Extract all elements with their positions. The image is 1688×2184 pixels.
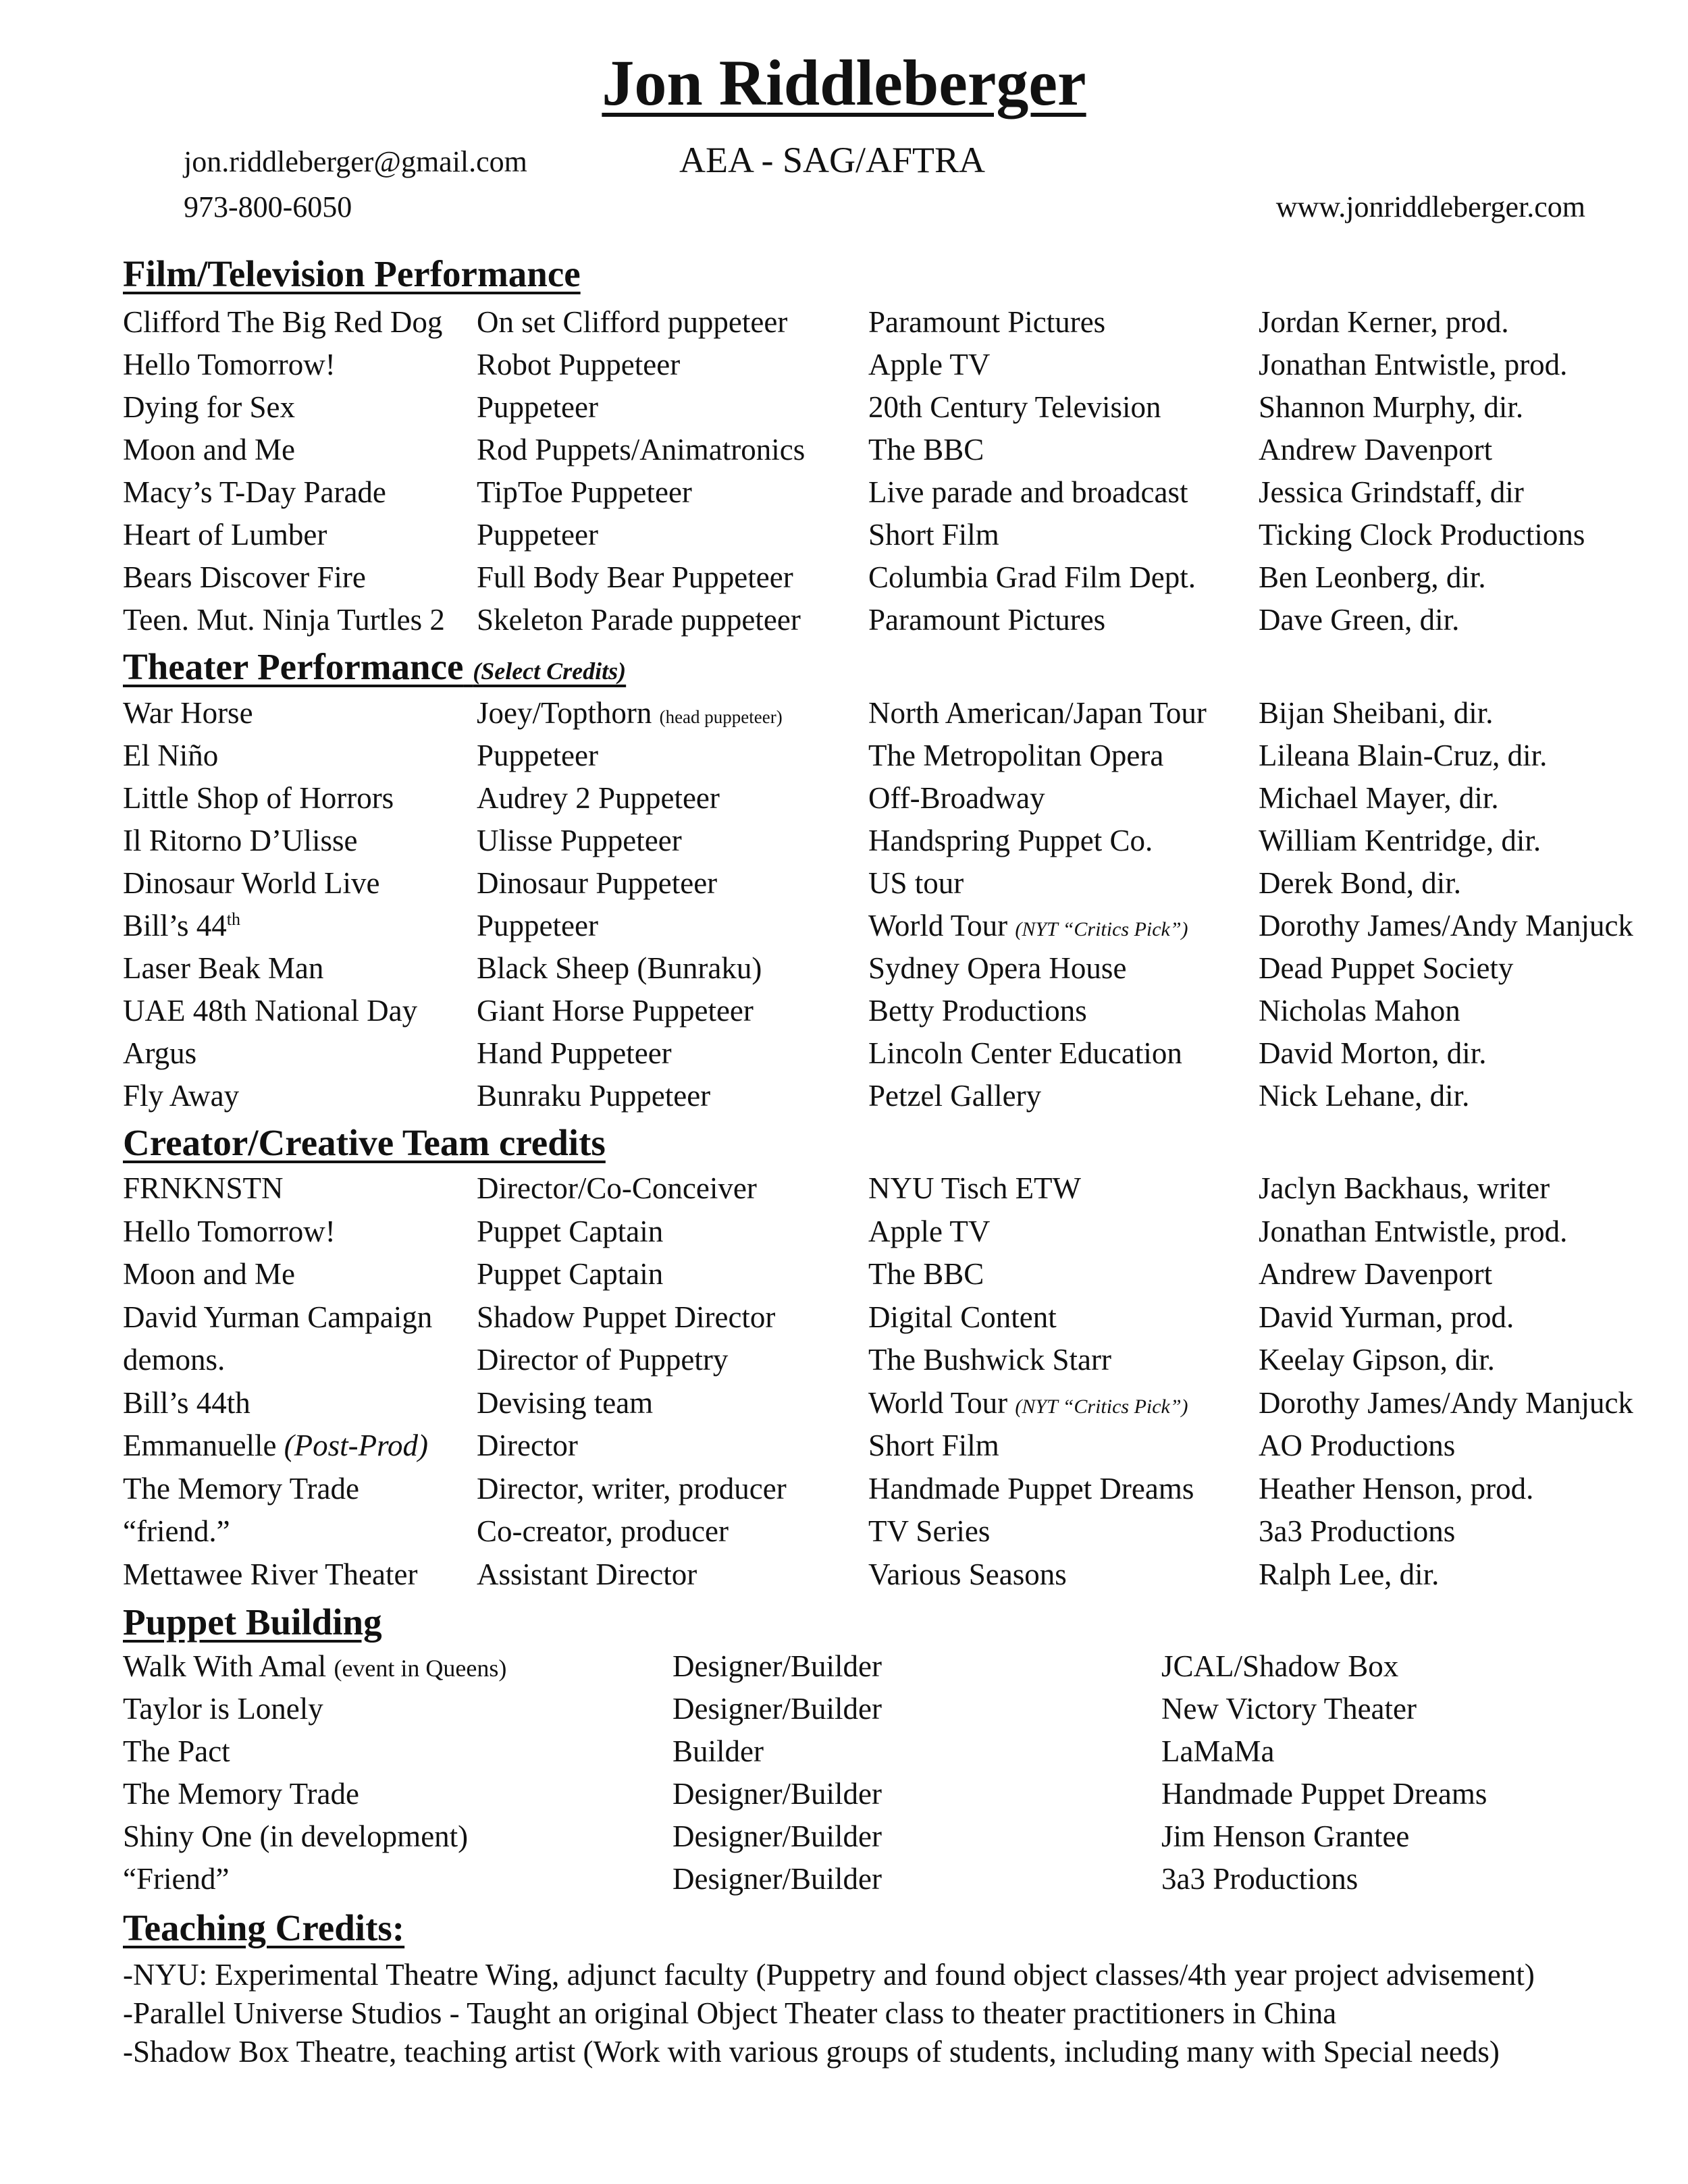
- credit-venue: TV Series: [868, 1514, 991, 1548]
- table-row: [0, 862, 1688, 904]
- credit-role: Puppeteer: [477, 739, 598, 772]
- creator-heading: Creator/Creative Team credits: [123, 1122, 606, 1163]
- credit-role: Assistant Director: [477, 1557, 697, 1591]
- credit-title: [123, 905, 240, 947]
- table-row: [0, 947, 1688, 989]
- credit-role: Puppet Captain: [477, 1214, 664, 1248]
- credit-role: On set Clifford puppeteer: [477, 305, 788, 339]
- build-venue: Jim Henson Grantee: [1161, 1819, 1410, 1853]
- credit-venue: Petzel Gallery: [868, 1079, 1042, 1113]
- table-row: [0, 1688, 1688, 1730]
- credit-contact: Jessica Grindstaff, dir: [1259, 475, 1524, 509]
- build-venue: LaMaMa: [1161, 1734, 1275, 1768]
- credit-role: Director/Co-Conceiver: [477, 1171, 757, 1205]
- credit-title: Teen. Mut. Ninja Turtles 2: [123, 603, 445, 637]
- credit-venue: Handmade Puppet Dreams: [868, 1471, 1194, 1506]
- theater-heading-note: (Select Credits): [473, 658, 627, 685]
- build-role: Designer/Builder: [672, 1862, 882, 1896]
- credit-venue: Sydney Opera House: [868, 951, 1127, 985]
- film-tv-heading: Film/Television Performance: [123, 253, 581, 294]
- table-row: [0, 386, 1688, 428]
- build-title: “Friend”: [123, 1862, 230, 1896]
- table-row: [0, 1510, 1688, 1552]
- credit-role: Skeleton Parade puppeteer: [477, 603, 801, 637]
- credit-role: Director: [477, 1429, 578, 1462]
- credit-venue-text: World Tour: [868, 1385, 1008, 1420]
- table-row: [0, 735, 1688, 776]
- credit-role: Puppeteer: [477, 390, 598, 424]
- credit-contact: Ben Leonberg, dir.: [1259, 560, 1486, 594]
- credit-title: El Niño: [123, 739, 219, 772]
- build-venue: JCAL/Shadow Box: [1161, 1649, 1399, 1683]
- credit-contact: Heather Henson, prod.: [1259, 1471, 1534, 1506]
- credit-venue: Various Seasons: [868, 1557, 1067, 1591]
- credit-role: TipToe Puppeteer: [477, 475, 692, 509]
- credit-venue: The Metropolitan Opera: [868, 739, 1164, 772]
- credit-role: Shadow Puppet Director: [477, 1300, 776, 1334]
- credit-title: demons.: [123, 1343, 226, 1377]
- credit-contact: AO Productions: [1259, 1429, 1456, 1462]
- credit-venue-note: (NYT “Critics Pick”): [1015, 1395, 1188, 1418]
- credit-role: Director of Puppetry: [477, 1343, 729, 1377]
- credit-venue: [868, 1382, 1188, 1428]
- credit-role: Co-creator, producer: [477, 1514, 729, 1548]
- credit-title-superscript: th: [226, 909, 241, 929]
- credit-venue: Off-Broadway: [868, 781, 1045, 815]
- website-link[interactable]: www.jonriddleberger.com: [1275, 190, 1585, 223]
- credit-role: Audrey 2 Puppeteer: [477, 781, 720, 815]
- build-role: Designer/Builder: [672, 1692, 882, 1726]
- table-row: [0, 820, 1688, 861]
- credit-venue: Apple TV: [868, 348, 991, 381]
- credit-title: Hello Tomorrow!: [123, 348, 336, 381]
- teaching-heading: Teaching Credits:: [123, 1907, 405, 1948]
- credit-title: Fly Away: [123, 1079, 240, 1113]
- credit-title: Moon and Me: [123, 1257, 295, 1291]
- credit-contact: Bijan Sheibani, dir.: [1259, 696, 1494, 730]
- credit-venue: US tour: [868, 866, 964, 900]
- credit-venue: Live parade and broadcast: [868, 475, 1188, 509]
- credit-title: Little Shop of Horrors: [123, 781, 394, 815]
- credit-venue: Paramount Pictures: [868, 603, 1106, 637]
- build-venue: Handmade Puppet Dreams: [1161, 1777, 1487, 1811]
- credit-title: Macy’s T-Day Parade: [123, 475, 386, 509]
- build-title: The Pact: [123, 1734, 230, 1768]
- credit-role: Black Sheep (Bunraku): [477, 951, 762, 985]
- credit-title: “friend.”: [123, 1514, 230, 1548]
- credit-venue: Betty Productions: [868, 994, 1087, 1028]
- build-role: Designer/Builder: [672, 1777, 882, 1811]
- credit-contact: Ticking Clock Productions: [1259, 518, 1585, 552]
- table-row: [0, 990, 1688, 1032]
- table-row: [0, 429, 1688, 471]
- credit-title: Clifford The Big Red Dog: [123, 305, 443, 339]
- credit-title: The Memory Trade: [123, 1471, 359, 1506]
- credit-title: [123, 1424, 428, 1466]
- credit-title: Dying for Sex: [123, 390, 295, 424]
- credit-role: Puppeteer: [477, 909, 598, 942]
- table-row: [0, 1167, 1688, 1209]
- phone-number: 973-800-6050: [184, 190, 352, 223]
- teaching-line: -NYU: Experimental Theatre Wing, adjunct faculty (Puppetry and found object classes/4th year project advisement): [123, 1958, 1535, 1992]
- credit-title: Moon and Me: [123, 433, 295, 467]
- table-row: [0, 1339, 1688, 1381]
- build-title: Shiny One (in development): [123, 1819, 469, 1853]
- build-role: Designer/Builder: [672, 1819, 882, 1853]
- theater-heading-text: Theater Performance: [123, 646, 464, 687]
- table-row: [0, 1032, 1688, 1074]
- email-link[interactable]: jon.riddleberger@gmail.com: [184, 145, 527, 178]
- credit-contact: Dorothy James/Andy Manjuck: [1259, 1385, 1633, 1420]
- build-title: The Memory Trade: [123, 1777, 359, 1811]
- credit-venue: Lincoln Center Education: [868, 1036, 1182, 1070]
- table-row: [0, 1815, 1688, 1857]
- credit-venue: Columbia Grad Film Dept.: [868, 560, 1196, 594]
- credit-venue-text: World Tour: [868, 909, 1008, 942]
- build-title-text: Walk With Amal: [123, 1649, 327, 1683]
- credit-contact: Jonathan Entwistle, prod.: [1259, 348, 1568, 381]
- credit-contact: Jonathan Entwistle, prod.: [1259, 1214, 1568, 1248]
- credit-contact: Jaclyn Backhaus, writer: [1259, 1171, 1550, 1205]
- credit-role: Giant Horse Puppeteer: [477, 994, 754, 1028]
- credit-contact: Dorothy James/Andy Manjuck: [1259, 909, 1633, 942]
- credit-contact: Andrew Davenport: [1259, 1257, 1493, 1291]
- credit-contact: David Yurman, prod.: [1259, 1300, 1514, 1334]
- credit-title: Bill’s 44th: [123, 1385, 250, 1420]
- credit-venue: Handspring Puppet Co.: [868, 824, 1153, 857]
- table-row: [0, 556, 1688, 598]
- table-row: [0, 777, 1688, 819]
- credit-venue: Digital Content: [868, 1300, 1057, 1334]
- credit-venue: The Bushwick Starr: [868, 1343, 1111, 1377]
- credit-role: Bunraku Puppeteer: [477, 1079, 711, 1113]
- table-row: [0, 344, 1688, 385]
- credit-role: Full Body Bear Puppeteer: [477, 560, 793, 594]
- credit-role: Robot Puppeteer: [477, 348, 681, 381]
- credit-title: Bears Discover Fire: [123, 560, 366, 594]
- credit-title: Dinosaur World Live: [123, 866, 380, 900]
- credit-role: Puppet Captain: [477, 1257, 664, 1291]
- credit-venue: Paramount Pictures: [868, 305, 1106, 339]
- credit-contact: Keelay Gipson, dir.: [1259, 1343, 1495, 1377]
- build-title-note: (event in Queens): [334, 1655, 507, 1682]
- table-row: [0, 1858, 1688, 1900]
- theater-heading: [123, 648, 626, 685]
- credit-venue: Short Film: [868, 518, 999, 552]
- table-row: [0, 1424, 1688, 1466]
- credit-contact: William Kentridge, dir.: [1259, 824, 1541, 857]
- table-row: [0, 1253, 1688, 1295]
- credit-venue: North American/Japan Tour: [868, 696, 1207, 730]
- credit-venue: The BBC: [868, 1257, 984, 1291]
- credit-title: UAE 48th National Day: [123, 994, 418, 1028]
- resume-name: Jon Riddleberger: [602, 47, 1086, 119]
- table-row: [0, 1730, 1688, 1772]
- table-row: [0, 514, 1688, 556]
- table-row: [0, 301, 1688, 343]
- credit-title: War Horse: [123, 696, 253, 730]
- build-role: Designer/Builder: [672, 1649, 882, 1683]
- credit-contact: Shannon Murphy, dir.: [1259, 390, 1524, 424]
- credit-title: Laser Beak Man: [123, 951, 324, 985]
- credit-contact: Derek Bond, dir.: [1259, 866, 1461, 900]
- build-venue: New Victory Theater: [1161, 1692, 1417, 1726]
- build-title: [123, 1645, 506, 1689]
- credit-role-text: Joey/Topthorn: [477, 696, 652, 730]
- table-row: [0, 599, 1688, 641]
- credit-contact: Ralph Lee, dir.: [1259, 1557, 1440, 1591]
- table-row: [0, 1553, 1688, 1595]
- credit-contact: Lileana Blain-Cruz, dir.: [1259, 739, 1548, 772]
- table-row: [0, 1075, 1688, 1117]
- credit-role: Ulisse Puppeteer: [477, 824, 682, 857]
- credit-title: Il Ritorno D’Ulisse: [123, 824, 358, 857]
- credit-role: [477, 692, 783, 738]
- credit-role: Devising team: [477, 1385, 654, 1420]
- credit-contact: Nick Lehane, dir.: [1259, 1079, 1470, 1113]
- build-venue: 3a3 Productions: [1161, 1862, 1359, 1896]
- table-row: [0, 905, 1688, 947]
- credit-contact: Dead Puppet Society: [1259, 951, 1514, 985]
- table-row: [0, 1382, 1688, 1424]
- credit-contact: Andrew Davenport: [1259, 433, 1493, 467]
- credit-title-note: (Post-Prod): [284, 1429, 428, 1462]
- credit-title: Heart of Lumber: [123, 518, 327, 552]
- credit-venue: 20th Century Television: [868, 390, 1161, 424]
- table-row: [0, 1468, 1688, 1510]
- table-row: [0, 1645, 1688, 1687]
- credit-title: Argus: [123, 1036, 197, 1070]
- table-row: [0, 471, 1688, 513]
- build-role: Builder: [672, 1734, 764, 1768]
- credit-venue: NYU Tisch ETW: [868, 1171, 1082, 1205]
- credit-contact: Dave Green, dir.: [1259, 603, 1460, 637]
- credit-title-text: Bill’s 44: [123, 909, 227, 942]
- credit-role-note: (head puppeteer): [659, 707, 783, 727]
- credit-venue: Apple TV: [868, 1214, 991, 1248]
- teaching-line: -Parallel Universe Studios - Taught an original Object Theater class to theater practitioners in China: [123, 1996, 1337, 2030]
- credit-contact: Jordan Kerner, prod.: [1259, 305, 1509, 339]
- credit-title: Hello Tomorrow!: [123, 1214, 336, 1248]
- table-row: [0, 1773, 1688, 1815]
- credit-venue-note: (NYT “Critics Pick”): [1015, 918, 1188, 940]
- teaching-line: -Shadow Box Theatre, teaching artist (Work with various groups of students, including many with Special needs): [123, 2035, 1500, 2069]
- table-row: [0, 692, 1688, 734]
- build-title: Taylor is Lonely: [123, 1692, 323, 1726]
- credit-title: David Yurman Campaign: [123, 1300, 433, 1334]
- union-affiliations: AEA - SAG/AFTRA: [679, 140, 986, 180]
- credit-role: Puppeteer: [477, 518, 598, 552]
- credit-title: FRNKNSTN: [123, 1171, 284, 1205]
- credit-contact: David Morton, dir.: [1259, 1036, 1487, 1070]
- credit-role: Rod Puppets/Animatronics: [477, 433, 806, 467]
- building-heading: Puppet Building: [123, 1601, 382, 1643]
- table-row: [0, 1210, 1688, 1252]
- table-row: [0, 1296, 1688, 1338]
- credit-venue: The BBC: [868, 433, 984, 467]
- credit-role: Hand Puppeteer: [477, 1036, 672, 1070]
- credit-contact: Nicholas Mahon: [1259, 994, 1460, 1028]
- credit-role: Dinosaur Puppeteer: [477, 866, 718, 900]
- credit-title-text: Emmanuelle: [123, 1429, 277, 1462]
- credit-role: Director, writer, producer: [477, 1471, 787, 1506]
- credit-contact: 3a3 Productions: [1259, 1514, 1456, 1548]
- credit-contact: Michael Mayer, dir.: [1259, 781, 1499, 815]
- credit-venue: [868, 905, 1188, 951]
- credit-title: Mettawee River Theater: [123, 1557, 418, 1591]
- credit-venue: Short Film: [868, 1429, 999, 1462]
